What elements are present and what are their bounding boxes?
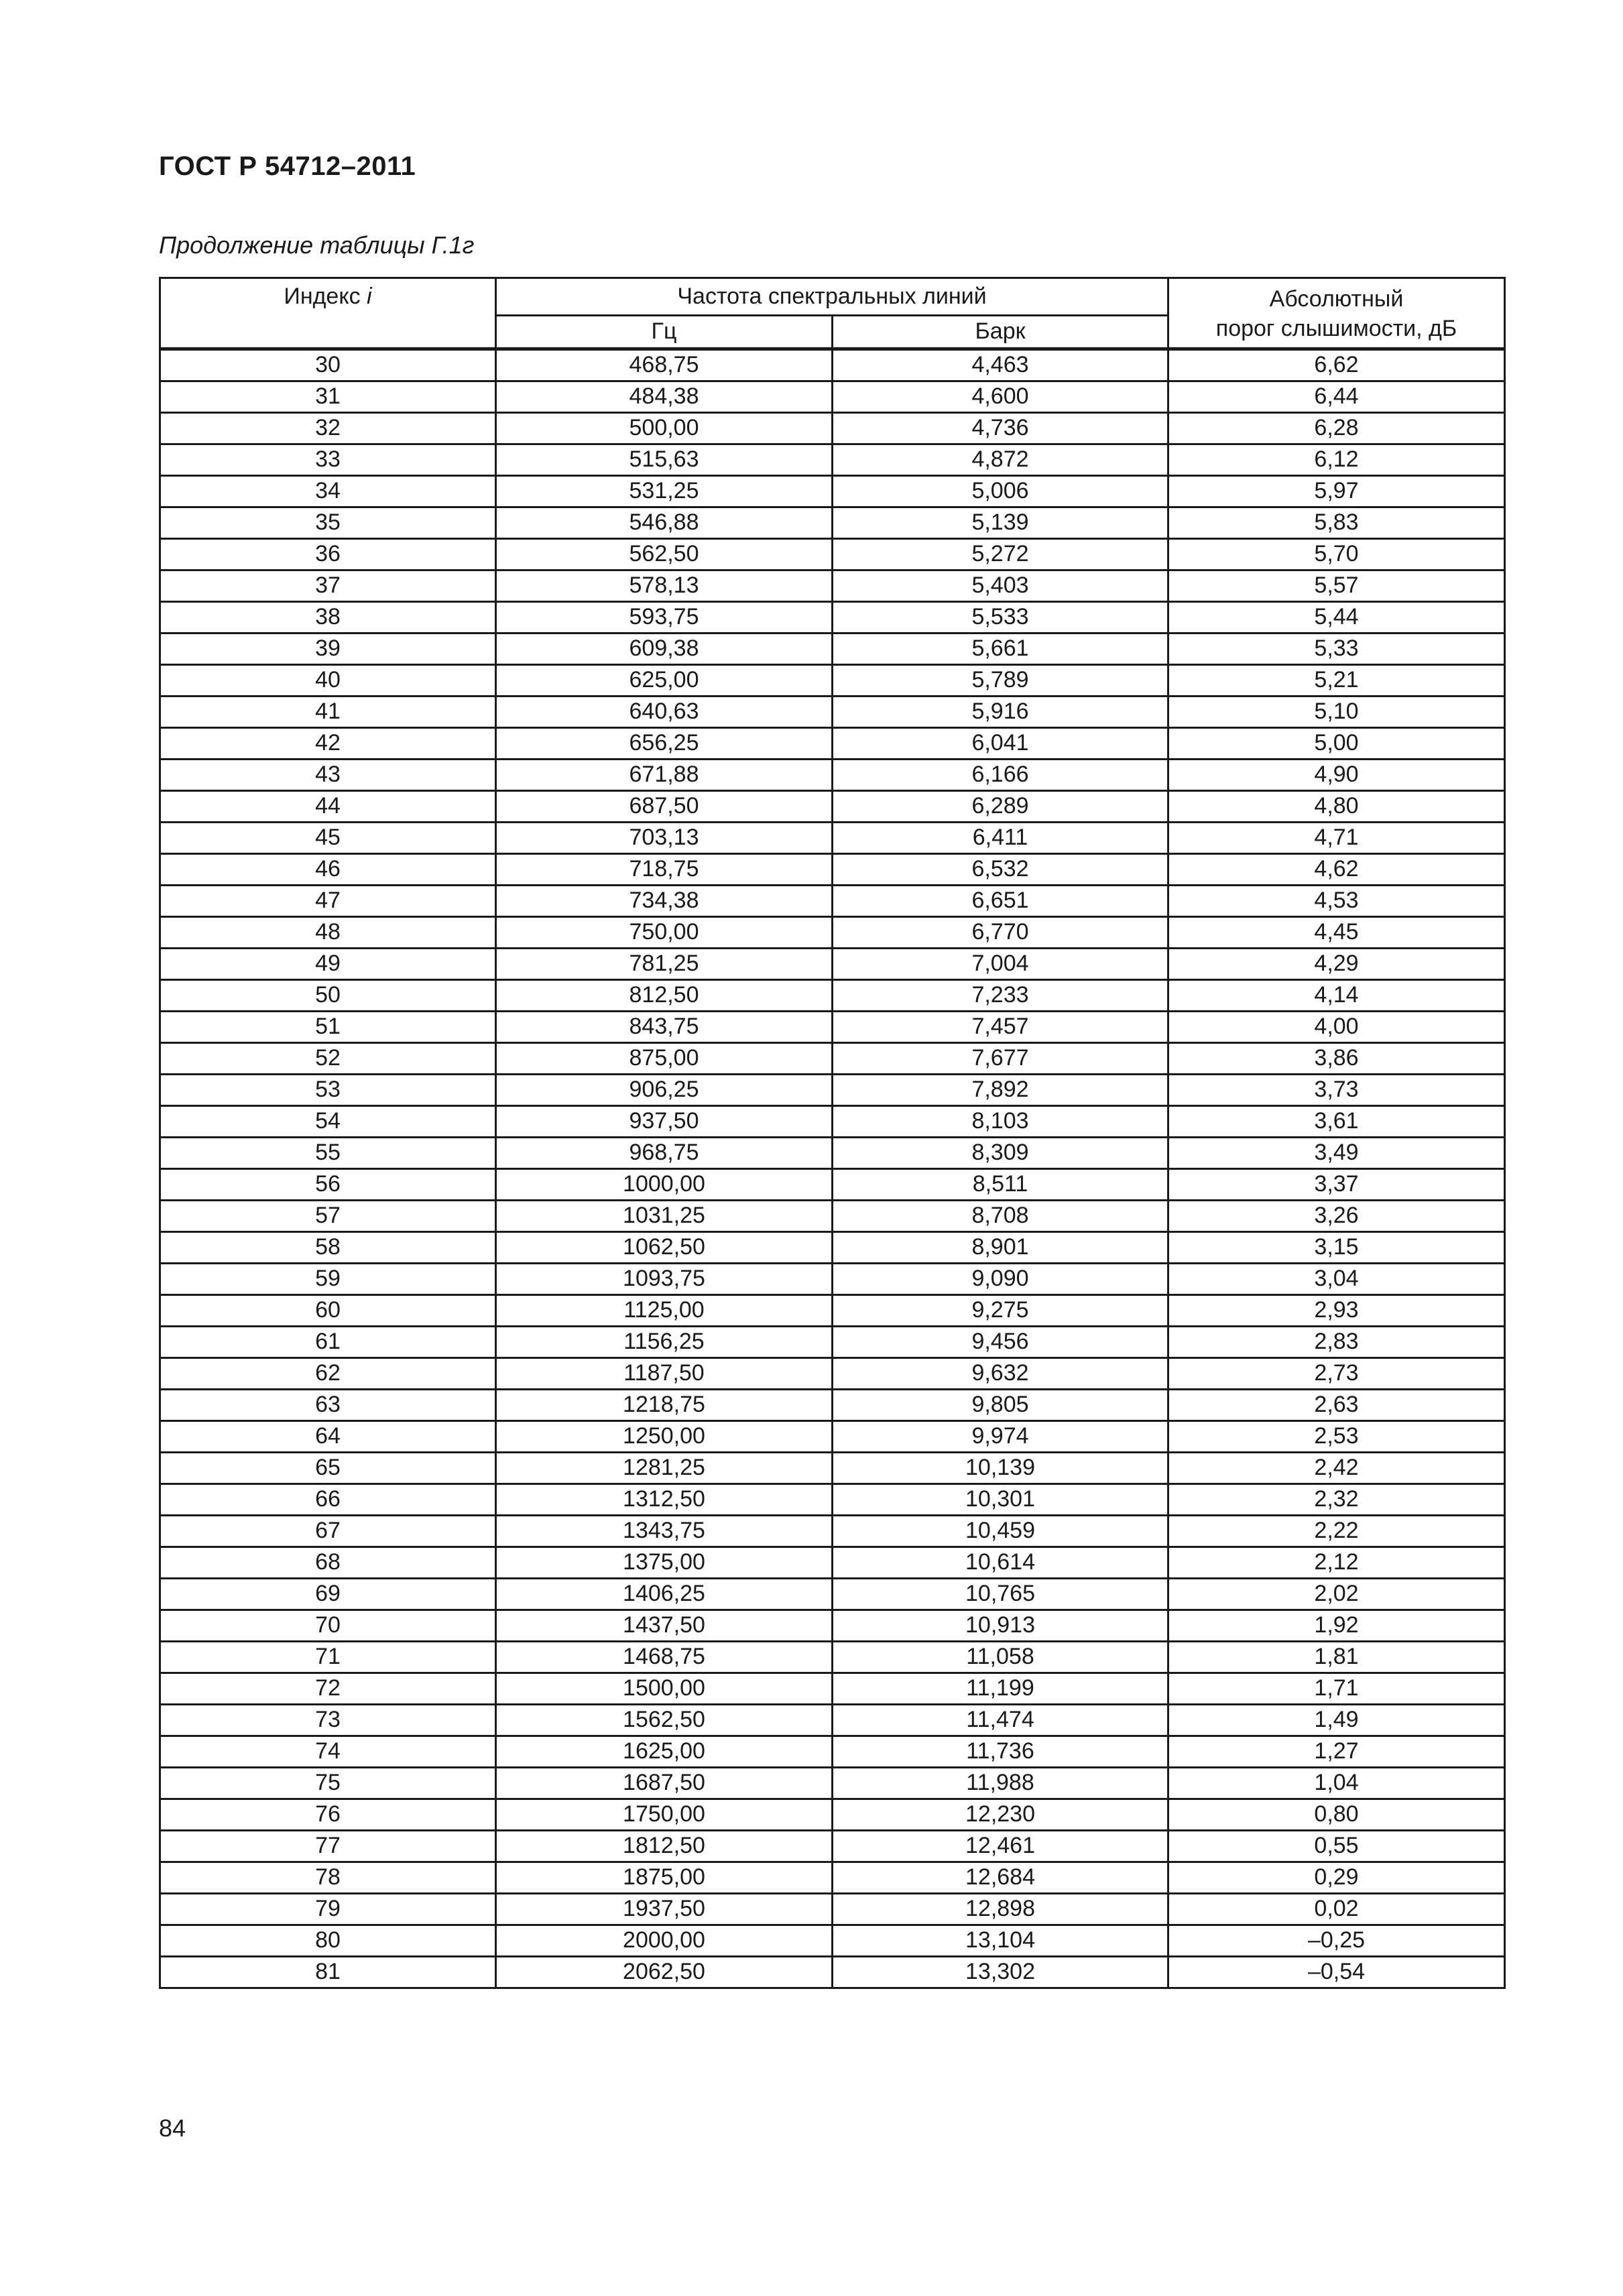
cell-threshold-db: 4,29: [1168, 949, 1505, 980]
table-row: [160, 539, 1505, 570]
cell-frequency-hz: 718,75: [496, 854, 833, 886]
table-row: [160, 1925, 1505, 1957]
cell-threshold-db: 3,49: [1168, 1138, 1505, 1169]
cell-index: 74: [160, 1736, 496, 1768]
table-row: [160, 476, 1505, 507]
document-code: ГОСТ Р 54712–2011: [159, 152, 416, 181]
cell-frequency-hz: 1062,50: [496, 1232, 833, 1264]
column-header-threshold-line1: Абсолютный: [1269, 286, 1404, 312]
cell-index: 65: [160, 1453, 496, 1484]
cell-threshold-db: 3,73: [1168, 1075, 1505, 1106]
cell-index: 41: [160, 697, 496, 728]
cell-frequency-bark: 7,457: [833, 1012, 1168, 1043]
cell-frequency-hz: 1312,50: [496, 1484, 833, 1516]
cell-frequency-bark: 6,651: [833, 886, 1168, 917]
table-header: [160, 278, 1505, 349]
cell-index: 63: [160, 1390, 496, 1421]
data-table: [159, 277, 1506, 1989]
table-row: [160, 1358, 1505, 1390]
cell-frequency-bark: 9,275: [833, 1295, 1168, 1327]
cell-index: 54: [160, 1106, 496, 1138]
cell-index: 40: [160, 665, 496, 697]
table-row: [160, 1232, 1505, 1264]
cell-index: 59: [160, 1264, 496, 1295]
cell-frequency-hz: 578,13: [496, 570, 833, 602]
cell-frequency-hz: 625,00: [496, 665, 833, 697]
table-row: [160, 1831, 1505, 1862]
cell-frequency-hz: 781,25: [496, 949, 833, 980]
cell-threshold-db: 3,26: [1168, 1201, 1505, 1232]
cell-index: 33: [160, 444, 496, 476]
cell-index: 76: [160, 1799, 496, 1831]
cell-threshold-db: 4,53: [1168, 886, 1505, 917]
table-row: [160, 917, 1505, 949]
cell-threshold-db: 0,80: [1168, 1799, 1505, 1831]
cell-threshold-db: 5,44: [1168, 602, 1505, 633]
cell-frequency-bark: 6,289: [833, 791, 1168, 823]
cell-index: 52: [160, 1043, 496, 1075]
cell-frequency-hz: 2062,50: [496, 1957, 833, 1988]
cell-frequency-bark: 13,302: [833, 1957, 1168, 1988]
cell-threshold-db: 1,81: [1168, 1642, 1505, 1673]
cell-threshold-db: 5,10: [1168, 697, 1505, 728]
cell-frequency-bark: 4,463: [833, 349, 1168, 381]
cell-index: 44: [160, 791, 496, 823]
cell-threshold-db: 1,92: [1168, 1610, 1505, 1642]
cell-frequency-hz: 734,38: [496, 886, 833, 917]
cell-index: 80: [160, 1925, 496, 1957]
cell-frequency-hz: 1093,75: [496, 1264, 833, 1295]
cell-index: 45: [160, 823, 496, 854]
table-row: [160, 444, 1505, 476]
cell-threshold-db: 3,86: [1168, 1043, 1505, 1075]
table-row: [160, 1862, 1505, 1894]
cell-frequency-bark: 4,600: [833, 381, 1168, 413]
cell-threshold-db: 6,12: [1168, 444, 1505, 476]
cell-threshold-db: 2,53: [1168, 1421, 1505, 1453]
cell-frequency-hz: 1750,00: [496, 1799, 833, 1831]
table-row: [160, 823, 1505, 854]
cell-threshold-db: 4,62: [1168, 854, 1505, 886]
table-row: [160, 1736, 1505, 1768]
table-row: [160, 1138, 1505, 1169]
cell-index: 49: [160, 949, 496, 980]
page-number: 84: [159, 2114, 186, 2142]
cell-frequency-bark: 8,511: [833, 1169, 1168, 1201]
cell-threshold-db: 5,33: [1168, 633, 1505, 665]
cell-threshold-db: 2,83: [1168, 1327, 1505, 1358]
cell-threshold-db: 5,57: [1168, 570, 1505, 602]
table-row: [160, 1169, 1505, 1201]
cell-frequency-bark: 9,090: [833, 1264, 1168, 1295]
cell-index: 50: [160, 980, 496, 1012]
table-row: [160, 760, 1505, 791]
cell-threshold-db: 0,55: [1168, 1831, 1505, 1862]
cell-index: 78: [160, 1862, 496, 1894]
cell-threshold-db: 2,32: [1168, 1484, 1505, 1516]
cell-frequency-bark: 10,614: [833, 1547, 1168, 1579]
cell-threshold-db: 5,83: [1168, 507, 1505, 539]
cell-frequency-hz: 1343,75: [496, 1516, 833, 1547]
cell-frequency-bark: 9,805: [833, 1390, 1168, 1421]
cell-frequency-bark: 6,166: [833, 760, 1168, 791]
cell-frequency-bark: 9,456: [833, 1327, 1168, 1358]
table-row: [160, 1421, 1505, 1453]
cell-frequency-bark: 12,461: [833, 1831, 1168, 1862]
cell-frequency-hz: 906,25: [496, 1075, 833, 1106]
cell-frequency-bark: 4,736: [833, 413, 1168, 444]
cell-threshold-db: 4,90: [1168, 760, 1505, 791]
cell-frequency-bark: 10,301: [833, 1484, 1168, 1516]
cell-frequency-hz: 671,88: [496, 760, 833, 791]
cell-index: 39: [160, 633, 496, 665]
table-row: [160, 1705, 1505, 1736]
cell-frequency-bark: 8,708: [833, 1201, 1168, 1232]
cell-threshold-db: 4,71: [1168, 823, 1505, 854]
cell-index: 37: [160, 570, 496, 602]
cell-frequency-bark: 6,041: [833, 728, 1168, 760]
table-row: [160, 1264, 1505, 1295]
table-row: [160, 665, 1505, 697]
cell-threshold-db: 0,29: [1168, 1862, 1505, 1894]
cell-frequency-hz: 500,00: [496, 413, 833, 444]
table-row: [160, 413, 1505, 444]
column-header-index: [160, 278, 496, 349]
cell-index: 57: [160, 1201, 496, 1232]
cell-threshold-db: 2,63: [1168, 1390, 1505, 1421]
table-row: [160, 854, 1505, 886]
cell-index: 38: [160, 602, 496, 633]
cell-frequency-bark: 11,988: [833, 1768, 1168, 1799]
cell-frequency-bark: 7,004: [833, 949, 1168, 980]
cell-frequency-bark: 11,474: [833, 1705, 1168, 1736]
table-row: [160, 1957, 1505, 1988]
cell-frequency-hz: 1687,50: [496, 1768, 833, 1799]
cell-frequency-hz: 812,50: [496, 980, 833, 1012]
table-row: [160, 633, 1505, 665]
table-row: [160, 1201, 1505, 1232]
cell-index: 62: [160, 1358, 496, 1390]
cell-index: 31: [160, 381, 496, 413]
cell-frequency-bark: 12,230: [833, 1799, 1168, 1831]
cell-frequency-bark: 5,403: [833, 570, 1168, 602]
cell-frequency-hz: 1812,50: [496, 1831, 833, 1862]
cell-threshold-db: 6,28: [1168, 413, 1505, 444]
table-row: [160, 570, 1505, 602]
cell-frequency-bark: 5,139: [833, 507, 1168, 539]
cell-threshold-db: 1,71: [1168, 1673, 1505, 1705]
table-row: [160, 1390, 1505, 1421]
cell-threshold-db: –0,54: [1168, 1957, 1505, 1988]
cell-threshold-db: 6,62: [1168, 349, 1505, 381]
table-row: [160, 1768, 1505, 1799]
cell-frequency-hz: 1187,50: [496, 1358, 833, 1390]
cell-frequency-bark: 6,770: [833, 917, 1168, 949]
cell-index: 75: [160, 1768, 496, 1799]
cell-frequency-bark: 10,459: [833, 1516, 1168, 1547]
cell-index: 67: [160, 1516, 496, 1547]
cell-frequency-bark: 12,684: [833, 1862, 1168, 1894]
cell-frequency-bark: 10,765: [833, 1579, 1168, 1610]
cell-frequency-hz: 703,13: [496, 823, 833, 854]
cell-index: 35: [160, 507, 496, 539]
cell-frequency-bark: 11,199: [833, 1673, 1168, 1705]
cell-frequency-bark: 9,632: [833, 1358, 1168, 1390]
cell-frequency-hz: 531,25: [496, 476, 833, 507]
table-row: [160, 1799, 1505, 1831]
table-row: [160, 1012, 1505, 1043]
cell-threshold-db: 4,14: [1168, 980, 1505, 1012]
cell-frequency-bark: 10,139: [833, 1453, 1168, 1484]
cell-index: 56: [160, 1169, 496, 1201]
cell-threshold-db: 0,02: [1168, 1894, 1505, 1925]
column-header-frequency-group: Частота спектральных линий: [496, 278, 1168, 316]
table-row: [160, 697, 1505, 728]
cell-threshold-db: 1,49: [1168, 1705, 1505, 1736]
cell-index: 73: [160, 1705, 496, 1736]
cell-frequency-bark: 13,104: [833, 1925, 1168, 1957]
table-row: [160, 381, 1505, 413]
cell-index: 34: [160, 476, 496, 507]
cell-index: 48: [160, 917, 496, 949]
cell-threshold-db: 4,45: [1168, 917, 1505, 949]
cell-frequency-bark: 12,898: [833, 1894, 1168, 1925]
table-row: [160, 1894, 1505, 1925]
cell-frequency-hz: 1406,25: [496, 1579, 833, 1610]
cell-frequency-hz: 609,38: [496, 633, 833, 665]
cell-frequency-hz: 687,50: [496, 791, 833, 823]
cell-index: 51: [160, 1012, 496, 1043]
cell-index: 68: [160, 1547, 496, 1579]
cell-frequency-bark: 11,058: [833, 1642, 1168, 1673]
cell-index: 61: [160, 1327, 496, 1358]
column-header-threshold-line2: порог слышимости, дБ: [1215, 316, 1457, 342]
cell-threshold-db: 2,02: [1168, 1579, 1505, 1610]
cell-index: 36: [160, 539, 496, 570]
cell-frequency-hz: 484,38: [496, 381, 833, 413]
cell-frequency-hz: 1468,75: [496, 1642, 833, 1673]
cell-index: 47: [160, 886, 496, 917]
table-row: [160, 886, 1505, 917]
cell-threshold-db: 5,70: [1168, 539, 1505, 570]
cell-threshold-db: 1,27: [1168, 1736, 1505, 1768]
table-row: [160, 1106, 1505, 1138]
cell-frequency-hz: 2000,00: [496, 1925, 833, 1957]
cell-frequency-hz: 1031,25: [496, 1201, 833, 1232]
column-header-bark: Барк: [833, 316, 1168, 349]
cell-threshold-db: 2,73: [1168, 1358, 1505, 1390]
cell-frequency-bark: 8,103: [833, 1106, 1168, 1138]
cell-index: 72: [160, 1673, 496, 1705]
cell-frequency-hz: 562,50: [496, 539, 833, 570]
cell-index: 64: [160, 1421, 496, 1453]
cell-frequency-hz: 546,88: [496, 507, 833, 539]
cell-frequency-bark: 8,309: [833, 1138, 1168, 1169]
cell-frequency-bark: 5,533: [833, 602, 1168, 633]
cell-frequency-hz: 1000,00: [496, 1169, 833, 1201]
cell-frequency-hz: 1250,00: [496, 1421, 833, 1453]
cell-threshold-db: 6,44: [1168, 381, 1505, 413]
cell-frequency-hz: 593,75: [496, 602, 833, 633]
cell-frequency-bark: 6,532: [833, 854, 1168, 886]
table-row: [160, 1484, 1505, 1516]
table-row: [160, 1075, 1505, 1106]
cell-frequency-hz: 1218,75: [496, 1390, 833, 1421]
table-row: [160, 1453, 1505, 1484]
cell-frequency-bark: 5,916: [833, 697, 1168, 728]
cell-frequency-bark: 7,677: [833, 1043, 1168, 1075]
cell-threshold-db: 2,22: [1168, 1516, 1505, 1547]
table-row: [160, 1295, 1505, 1327]
table-body: [160, 349, 1505, 1988]
cell-frequency-hz: 1156,25: [496, 1327, 833, 1358]
cell-frequency-bark: 5,789: [833, 665, 1168, 697]
cell-index: 42: [160, 728, 496, 760]
cell-frequency-hz: 1562,50: [496, 1705, 833, 1736]
cell-frequency-bark: 5,006: [833, 476, 1168, 507]
table-row: [160, 1579, 1505, 1610]
cell-frequency-hz: 875,00: [496, 1043, 833, 1075]
cell-index: 81: [160, 1957, 496, 1988]
cell-index: 60: [160, 1295, 496, 1327]
cell-frequency-bark: 5,272: [833, 539, 1168, 570]
cell-index: 70: [160, 1610, 496, 1642]
cell-index: 55: [160, 1138, 496, 1169]
cell-frequency-hz: 515,63: [496, 444, 833, 476]
cell-index: 53: [160, 1075, 496, 1106]
cell-threshold-db: 2,12: [1168, 1547, 1505, 1579]
table-row: [160, 1642, 1505, 1673]
cell-frequency-hz: 1875,00: [496, 1862, 833, 1894]
cell-frequency-bark: 10,913: [833, 1610, 1168, 1642]
table-row: [160, 507, 1505, 539]
table-caption: Продолжение таблицы Г.1г: [159, 231, 475, 259]
cell-frequency-hz: 937,50: [496, 1106, 833, 1138]
table-row: [160, 349, 1505, 381]
cell-frequency-bark: 4,872: [833, 444, 1168, 476]
cell-frequency-bark: 9,974: [833, 1421, 1168, 1453]
table-row: [160, 791, 1505, 823]
cell-frequency-hz: 1375,00: [496, 1547, 833, 1579]
cell-frequency-hz: 656,25: [496, 728, 833, 760]
cell-frequency-hz: 1937,50: [496, 1894, 833, 1925]
cell-frequency-hz: 468,75: [496, 349, 833, 381]
cell-frequency-hz: 968,75: [496, 1138, 833, 1169]
cell-frequency-bark: 6,411: [833, 823, 1168, 854]
table-row: [160, 1516, 1505, 1547]
cell-threshold-db: 5,00: [1168, 728, 1505, 760]
cell-frequency-hz: 843,75: [496, 1012, 833, 1043]
column-header-threshold: [1168, 278, 1505, 349]
table-row: [160, 602, 1505, 633]
cell-index: 77: [160, 1831, 496, 1862]
cell-threshold-db: 4,80: [1168, 791, 1505, 823]
cell-frequency-hz: 640,63: [496, 697, 833, 728]
cell-frequency-hz: 1437,50: [496, 1610, 833, 1642]
cell-frequency-hz: 1281,25: [496, 1453, 833, 1484]
cell-index: 71: [160, 1642, 496, 1673]
cell-frequency-hz: 1125,00: [496, 1295, 833, 1327]
cell-threshold-db: 3,37: [1168, 1169, 1505, 1201]
cell-frequency-hz: 750,00: [496, 917, 833, 949]
cell-frequency-bark: 5,661: [833, 633, 1168, 665]
cell-index: 30: [160, 349, 496, 381]
column-header-index-variable: i: [367, 284, 372, 309]
table-row: [160, 1673, 1505, 1705]
table-row: [160, 1043, 1505, 1075]
cell-threshold-db: –0,25: [1168, 1925, 1505, 1957]
cell-threshold-db: 1,04: [1168, 1768, 1505, 1799]
cell-frequency-bark: 7,892: [833, 1075, 1168, 1106]
table-row: [160, 728, 1505, 760]
column-header-index-label: Индекс: [284, 284, 361, 309]
cell-frequency-bark: 7,233: [833, 980, 1168, 1012]
cell-index: 46: [160, 854, 496, 886]
cell-frequency-hz: 1625,00: [496, 1736, 833, 1768]
table-row: [160, 1547, 1505, 1579]
cell-threshold-db: 2,42: [1168, 1453, 1505, 1484]
cell-index: 69: [160, 1579, 496, 1610]
cell-threshold-db: 2,93: [1168, 1295, 1505, 1327]
cell-index: 43: [160, 760, 496, 791]
cell-index: 58: [160, 1232, 496, 1264]
cell-threshold-db: 4,00: [1168, 1012, 1505, 1043]
cell-threshold-db: 3,04: [1168, 1264, 1505, 1295]
cell-index: 66: [160, 1484, 496, 1516]
table-row: [160, 980, 1505, 1012]
cell-threshold-db: 3,61: [1168, 1106, 1505, 1138]
cell-frequency-bark: 8,901: [833, 1232, 1168, 1264]
cell-threshold-db: 3,15: [1168, 1232, 1505, 1264]
cell-frequency-hz: 1500,00: [496, 1673, 833, 1705]
table-row: [160, 949, 1505, 980]
table-row: [160, 1327, 1505, 1358]
cell-threshold-db: 5,21: [1168, 665, 1505, 697]
table-row: [160, 1610, 1505, 1642]
column-header-hz: Гц: [496, 316, 833, 349]
cell-threshold-db: 5,97: [1168, 476, 1505, 507]
cell-frequency-bark: 11,736: [833, 1736, 1168, 1768]
cell-index: 79: [160, 1894, 496, 1925]
cell-index: 32: [160, 413, 496, 444]
